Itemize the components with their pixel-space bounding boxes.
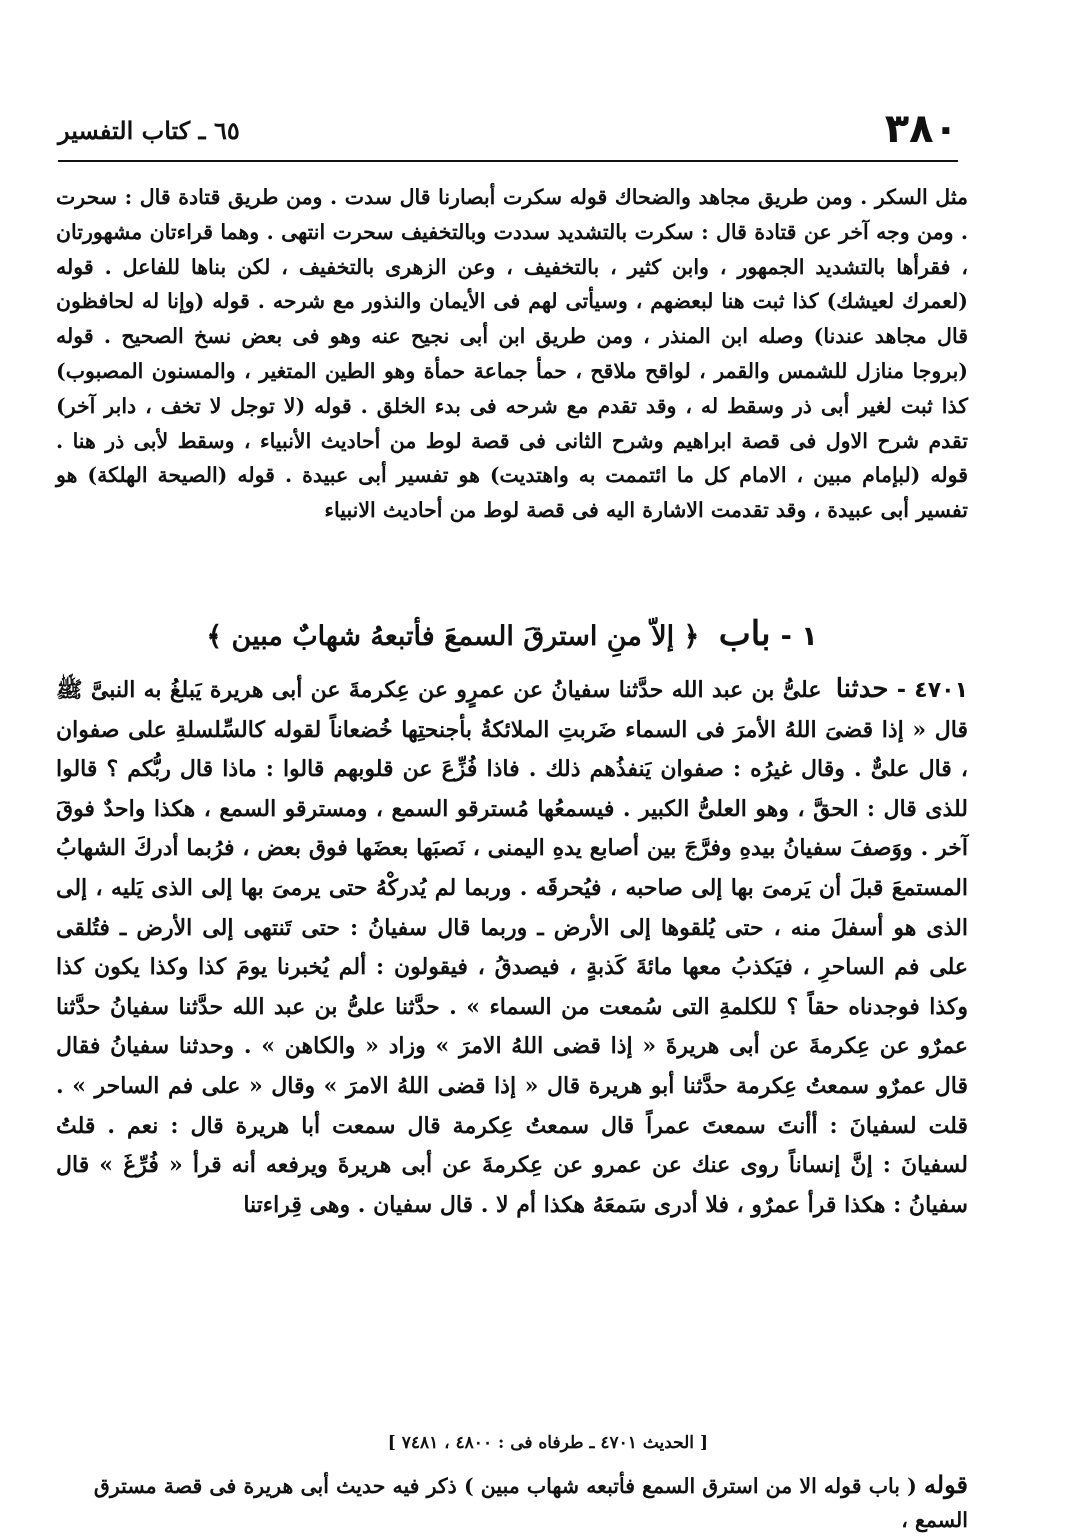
commentary-block	[56, 180, 968, 528]
page-number: ٣٨٠	[884, 106, 958, 152]
haddathana-word: حدثنا	[835, 674, 889, 704]
bottom-commentary-text: ( باب قوله الا من استرق السمع فأتبعه شهاب مبين ) ذكر فيه حديث أبى هريرة فى قصة مسترق السمع ،	[93, 1474, 968, 1532]
bab-heading	[56, 610, 968, 661]
chapter-title: ٦٥ ـ كتاب التفسير	[58, 116, 240, 145]
bab-word: باب	[718, 614, 771, 654]
commentary-text: مثل السكر . ومن طريق مجاهد والضحاك قوله سكرت أبصارنا قال سدت . ومن طريق قتادة قال : سحرت . ومن وجه آخر عن قتادة قال : سكرت بالتشديد سددت وبالتخفيف سحرت انتهى . وهما قراءتان مشهورتان ، فقرأها بالتشديد الجمهور ، وابن كثير ، بالتخفيف ، وعن الزهرى بالتخفيف ، لكن بناها للفاعل . قوله (لعمرك لعيشك) كذا ثبت هنا لبعضهم ، وسيأتى لهم فى الأيمان والنذور مع شرحه . قوله (وإنا له لحافظون قال مجاهد عندنا) وصله ابن المنذر ، ومن طريق ابن أبى نجيح عنه وهو فى بعض نسخ الصحيح . قوله (بروجا منازل للشمس والقمر ، لواقح ملاقح ، حمأ جماعة حمأة وهو الطين المتغير ، والمسنون المصبوب) كذا ثبت لغير أبى ذر وسقط له ، وقد تقدم مع شرحه فى بدء الخلق . قوله (لا توجل لا تخف ، دابر آخر) تقدم شرح الاول فى قصة ابراهيم وشرح الثانى فى قصة لوط من أحاديث الأنبياء ، وسقط لأبى ذر هنا . قوله (لبإمام مبين ، الامام كل ما ائتممت به واهتديت) هو تفسير أبى عبيدة . قوله (الصيحة الهلكة) هو تفسير أبى عبيدة ، وقد تقدمت الاشارة اليه فى قصة لوط من أحاديث الانبياء	[56, 185, 968, 523]
footnote-text: [ الحديث ٤٧٠١ ـ طرفاه فى : ٤٨٠٠ ، ٧٤٨١ ]	[387, 1433, 708, 1453]
qawluhu-word: قوله	[923, 1470, 968, 1499]
hadith-number: ٤٧٠١ -	[896, 678, 968, 703]
hadith-footnote	[56, 1430, 968, 1456]
bottom-commentary	[56, 1468, 968, 1537]
page-header	[58, 106, 958, 162]
bab-title: ﴿ إلاّ منِ استرقَ السمعَ فأتبعهُ شهابٌ مبين ﴾	[206, 621, 700, 652]
hadith-block	[56, 670, 968, 1225]
hadith-text: علىُّ بن عبد الله حدَّثنا سفيانُ عن عمرٍو عن عِكرمةَ عن أبى هريرة يَبلغُ به النبىَّ ﷺ قال « إذا قضىَ اللهُ الأمرَ فى السماء ضَربتِ الملائكةُ بأجنحتِها خُضعاناً لقوله كالسِّلسلةِ على صفوان ، قال علىٌّ . وقال غيرُه : صفوان يَنفذُهم ذلك . فاذا فُزِّعَ عن قلوبهم قالوا : ماذا قال ربُّكم ؟ قالوا للذى قال : الحقَّ ، وهو العلىُّ الكبير . فيسمعُها مُسترقو السمع ، ومسترقو السمع ، هكذا واحدٌ فوقَ آخر . ووَصفَ سفيانُ بيدهِ وفرَّجَ بين أصابع يدهِ اليمنى ، نَصبَها بعضَها فوق بعض ، فرُبما أدركَ الشهابُ المستمعَ قبلَ أن يَرمىَ بها إلى صاحبه ، فيُحرقَه . وربما لم يُدركْهُ حتى يرمىَ بها إلى الذى يَليه ، إلى الذى هو أسفلَ منه ، حتى يُلقوها إلى الأرض ـ وربما قال سفيانُ : حتى تَنتهى إلى الأرض ـ فتُلقى على فم الساحرِ ، فيَكذبُ معها مائةَ كَذبةٍ ، فيصدقُ ، فيقولون : ألم يُخبرنا يومَ كذا وكذا يكون كذا وكذا فوجدناه حقاً ؟ للكلمةِ التى سُمعت من السماء » . حدَّثنا علىُّ بن عبد الله حدَّثنا سفيانُ حدَّثنا عمرٌو عن عِكرمةَ عن أبى هريرةَ « إذا قضى اللهُ الامرَ » وزاد « والكاهن » . وحدثنا سفيانُ فقال قال عمرٌو سمعتُ عِكرمة حدَّثنا أبو هريرة قال « إذا قضى اللهُ الامرَ » وقال « على فم الساحر » . قلت لسفيانَ : أأنتَ سمعتَ عمراً قال سمعتُ عِكرمة قال سمعت أبا هريرة قال : نعم . قلتُ لسفيانَ : إنَّ إنساناً روى عنك عن عمرو عن عِكرمةَ عن أبى هريرةَ ويرفعه أنه قرأ « فُرِّغَ » قال سفيانُ : هكذا قرأ عمرٌو ، فلا أدرى سَمعَهُ هكذا أم لا . قال سفيان . وهى قِراءتنا	[56, 677, 968, 1218]
bab-number: ١ -	[780, 621, 818, 652]
